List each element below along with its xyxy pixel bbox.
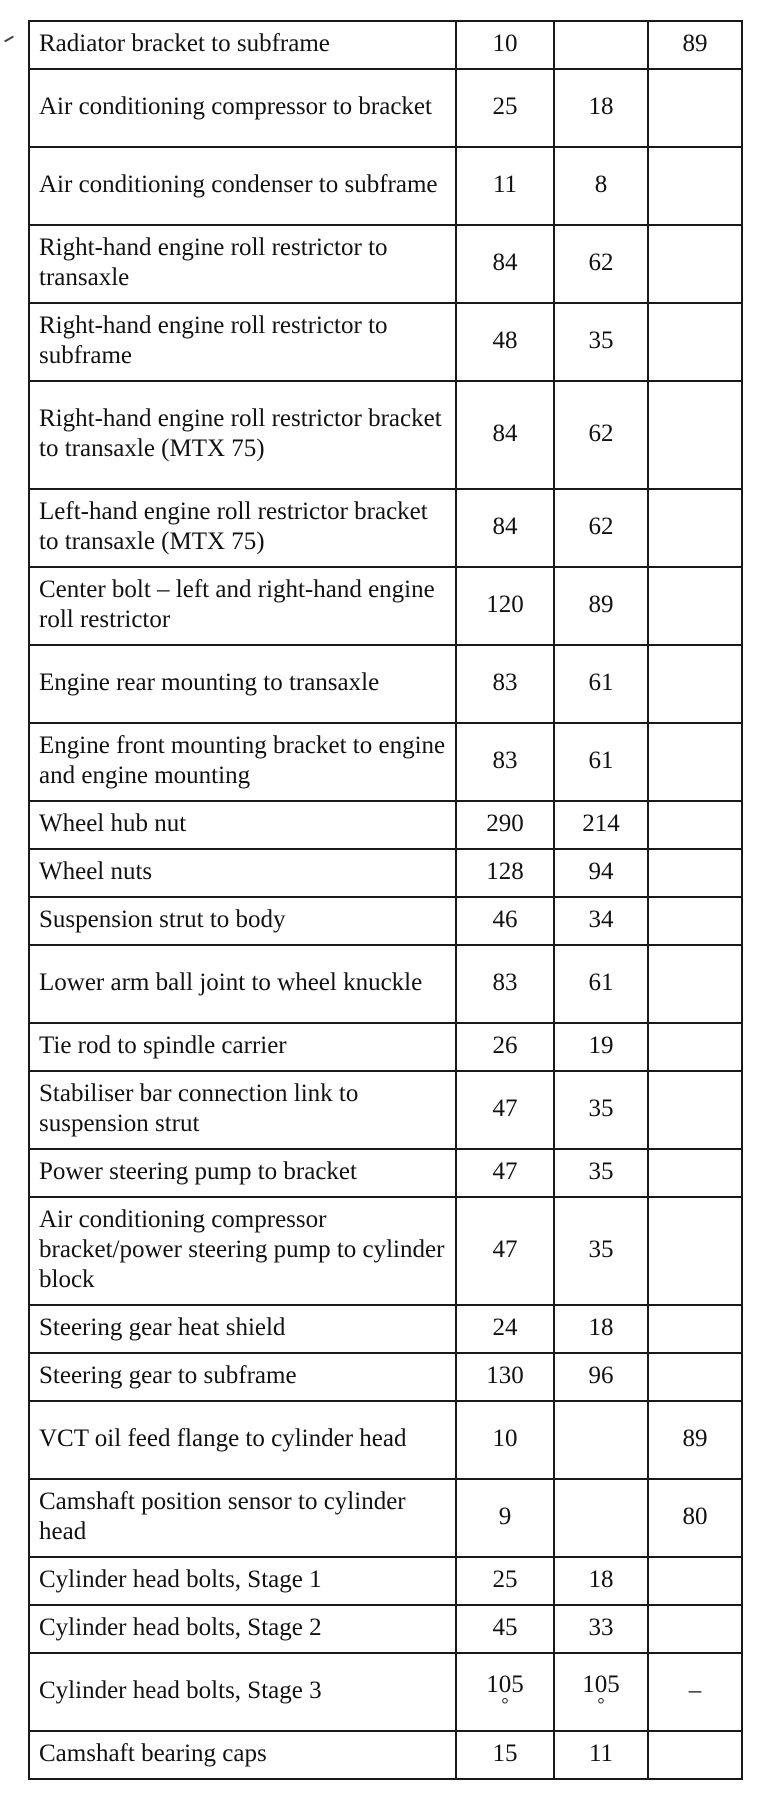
torque-spec-table xyxy=(28,20,743,1780)
torque-nm-cell: 15 xyxy=(456,1731,554,1779)
table-row xyxy=(29,147,742,225)
torque-lbf-in-cell xyxy=(648,945,742,1023)
torque-lbf-in-cell: 89 xyxy=(648,21,742,69)
table-row xyxy=(29,1557,742,1605)
component-cell: Steering gear heat shield xyxy=(29,1305,456,1353)
torque-nm-cell: 120 xyxy=(456,567,554,645)
torque-lbf-ft-cell: 214 xyxy=(554,801,648,849)
torque-lbf-in-cell xyxy=(648,147,742,225)
torque-nm-cell: 290 xyxy=(456,801,554,849)
stage-angle-value: 105 xyxy=(486,1671,524,1698)
table-row xyxy=(29,1605,742,1653)
torque-nm-cell: 84 xyxy=(456,489,554,567)
component-cell: Camshaft position sensor to cylinder head xyxy=(29,1479,456,1557)
torque-lbf-ft-cell: 61 xyxy=(554,723,648,801)
torque-lbf-ft-cell: 8 xyxy=(554,147,648,225)
component-cell: Air conditioning compressor bracket/power steering pump to cylinder block xyxy=(29,1197,456,1305)
torque-lbf-ft-cell xyxy=(554,1479,648,1557)
torque-nm-cell: 83 xyxy=(456,723,554,801)
torque-lbf-ft-cell xyxy=(554,1653,648,1731)
component-cell: Camshaft bearing caps xyxy=(29,1731,456,1779)
torque-nm-cell: 128 xyxy=(456,849,554,897)
table-row xyxy=(29,21,742,69)
torque-nm-cell: 10 xyxy=(456,21,554,69)
component-cell: Center bolt – left and right-hand engine roll restrictor xyxy=(29,567,456,645)
torque-lbf-ft-cell: 18 xyxy=(554,69,648,147)
torque-nm-cell: 25 xyxy=(456,69,554,147)
torque-nm-cell: 11 xyxy=(456,147,554,225)
torque-nm-cell xyxy=(456,1653,554,1731)
torque-lbf-ft-cell: 89 xyxy=(554,567,648,645)
component-cell: Engine front mounting bracket to engine and engine mounting xyxy=(29,723,456,801)
torque-lbf-in-cell xyxy=(648,1305,742,1353)
table-row xyxy=(29,69,742,147)
torque-lbf-ft-cell: 35 xyxy=(554,1197,648,1305)
torque-lbf-ft-cell: 96 xyxy=(554,1353,648,1401)
component-cell: Wheel nuts xyxy=(29,849,456,897)
component-cell: Right-hand engine roll restrictor bracket to transaxle (MTX 75) xyxy=(29,381,456,489)
component-cell: Cylinder head bolts, Stage 1 xyxy=(29,1557,456,1605)
torque-lbf-ft-cell: 11 xyxy=(554,1731,648,1779)
component-cell: Cylinder head bolts, Stage 3 xyxy=(29,1653,456,1731)
torque-lbf-in-cell xyxy=(648,645,742,723)
torque-lbf-in-cell xyxy=(648,69,742,147)
torque-lbf-ft-cell: 34 xyxy=(554,897,648,945)
torque-nm-cell: 26 xyxy=(456,1023,554,1071)
torque-nm-cell: 84 xyxy=(456,381,554,489)
table-row xyxy=(29,1479,742,1557)
torque-nm-cell: 24 xyxy=(456,1305,554,1353)
component-cell: Tie rod to spindle carrier xyxy=(29,1023,456,1071)
margin-tick-mark xyxy=(4,36,14,43)
torque-lbf-ft-cell: 35 xyxy=(554,1071,648,1149)
torque-lbf-in-cell: 80 xyxy=(648,1479,742,1557)
torque-nm-cell: 47 xyxy=(456,1197,554,1305)
component-cell: Steering gear to subframe xyxy=(29,1353,456,1401)
table-row xyxy=(29,1149,742,1197)
torque-nm-cell: 10 xyxy=(456,1401,554,1479)
torque-nm-cell: 25 xyxy=(456,1557,554,1605)
component-cell: VCT oil feed flange to cylinder head xyxy=(29,1401,456,1479)
torque-lbf-ft-cell: 94 xyxy=(554,849,648,897)
torque-lbf-ft-cell: 18 xyxy=(554,1557,648,1605)
table-row xyxy=(29,1401,742,1479)
torque-nm-cell: 9 xyxy=(456,1479,554,1557)
torque-lbf-ft-cell: 62 xyxy=(554,381,648,489)
torque-lbf-in-cell xyxy=(648,303,742,381)
component-cell: Right-hand engine roll restrictor to transaxle xyxy=(29,225,456,303)
torque-nm-cell: 84 xyxy=(456,225,554,303)
torque-lbf-in-cell xyxy=(648,1605,742,1653)
table-row xyxy=(29,645,742,723)
torque-nm-cell: 47 xyxy=(456,1149,554,1197)
table-row xyxy=(29,897,742,945)
degree-mark: ° xyxy=(501,1694,509,1714)
torque-nm-cell: 45 xyxy=(456,1605,554,1653)
torque-lbf-ft-cell: 33 xyxy=(554,1605,648,1653)
torque-lbf-in-cell xyxy=(648,1023,742,1071)
table-row xyxy=(29,1353,742,1401)
torque-lbf-ft-cell: 61 xyxy=(554,945,648,1023)
table-row xyxy=(29,801,742,849)
component-cell: Wheel hub nut xyxy=(29,801,456,849)
torque-lbf-in-cell xyxy=(648,567,742,645)
torque-nm-cell: 83 xyxy=(456,645,554,723)
torque-nm-cell: 47 xyxy=(456,1071,554,1149)
torque-nm-cell: 46 xyxy=(456,897,554,945)
torque-nm-cell: 130 xyxy=(456,1353,554,1401)
torque-nm-cell: 48 xyxy=(456,303,554,381)
torque-lbf-ft-cell: 61 xyxy=(554,645,648,723)
torque-lbf-in-cell xyxy=(648,489,742,567)
torque-lbf-in-cell xyxy=(648,849,742,897)
table-row xyxy=(29,1731,742,1779)
torque-lbf-in-cell xyxy=(648,1149,742,1197)
torque-lbf-in-cell xyxy=(648,1353,742,1401)
torque-lbf-in-cell xyxy=(648,1197,742,1305)
component-cell: Air conditioning compressor to bracket xyxy=(29,69,456,147)
component-cell: Left-hand engine roll restrictor bracket to transaxle (MTX 75) xyxy=(29,489,456,567)
torque-lbf-ft-cell xyxy=(554,21,648,69)
table-row xyxy=(29,489,742,567)
table-row xyxy=(29,945,742,1023)
table-row xyxy=(29,303,742,381)
torque-lbf-in-cell xyxy=(648,897,742,945)
component-cell: Radiator bracket to subframe xyxy=(29,21,456,69)
component-cell: Power steering pump to bracket xyxy=(29,1149,456,1197)
torque-lbf-in-cell xyxy=(648,801,742,849)
torque-lbf-ft-cell: 19 xyxy=(554,1023,648,1071)
torque-lbf-ft-cell: 62 xyxy=(554,225,648,303)
torque-lbf-ft-cell: 35 xyxy=(554,1149,648,1197)
torque-lbf-in-cell: – xyxy=(648,1653,742,1731)
torque-lbf-ft-cell: 18 xyxy=(554,1305,648,1353)
torque-lbf-in-cell xyxy=(648,225,742,303)
table-row xyxy=(29,1653,742,1731)
torque-lbf-in-cell xyxy=(648,1731,742,1779)
table-row xyxy=(29,1305,742,1353)
table-row xyxy=(29,1023,742,1071)
table-row xyxy=(29,849,742,897)
torque-lbf-in-cell xyxy=(648,1557,742,1605)
torque-lbf-ft-cell: 35 xyxy=(554,303,648,381)
degree-mark: ° xyxy=(597,1694,605,1714)
torque-lbf-in-cell xyxy=(648,381,742,489)
torque-lbf-in-cell xyxy=(648,1071,742,1149)
component-cell: Suspension strut to body xyxy=(29,897,456,945)
torque-lbf-in-cell xyxy=(648,723,742,801)
table-row xyxy=(29,225,742,303)
torque-nm-cell: 83 xyxy=(456,945,554,1023)
torque-lbf-in-cell: 89 xyxy=(648,1401,742,1479)
table-row xyxy=(29,567,742,645)
component-cell: Right-hand engine roll restrictor to subframe xyxy=(29,303,456,381)
stage-angle-value: 105 xyxy=(582,1671,620,1698)
torque-lbf-ft-cell xyxy=(554,1401,648,1479)
component-cell: Stabiliser bar connection link to suspension strut xyxy=(29,1071,456,1149)
table-row xyxy=(29,381,742,489)
table-row xyxy=(29,1197,742,1305)
component-cell: Air conditioning condenser to subframe xyxy=(29,147,456,225)
component-cell: Lower arm ball joint to wheel knuckle xyxy=(29,945,456,1023)
component-cell: Cylinder head bolts, Stage 2 xyxy=(29,1605,456,1653)
table-row xyxy=(29,1071,742,1149)
component-cell: Engine rear mounting to transaxle xyxy=(29,645,456,723)
torque-lbf-ft-cell: 62 xyxy=(554,489,648,567)
table-row xyxy=(29,723,742,801)
